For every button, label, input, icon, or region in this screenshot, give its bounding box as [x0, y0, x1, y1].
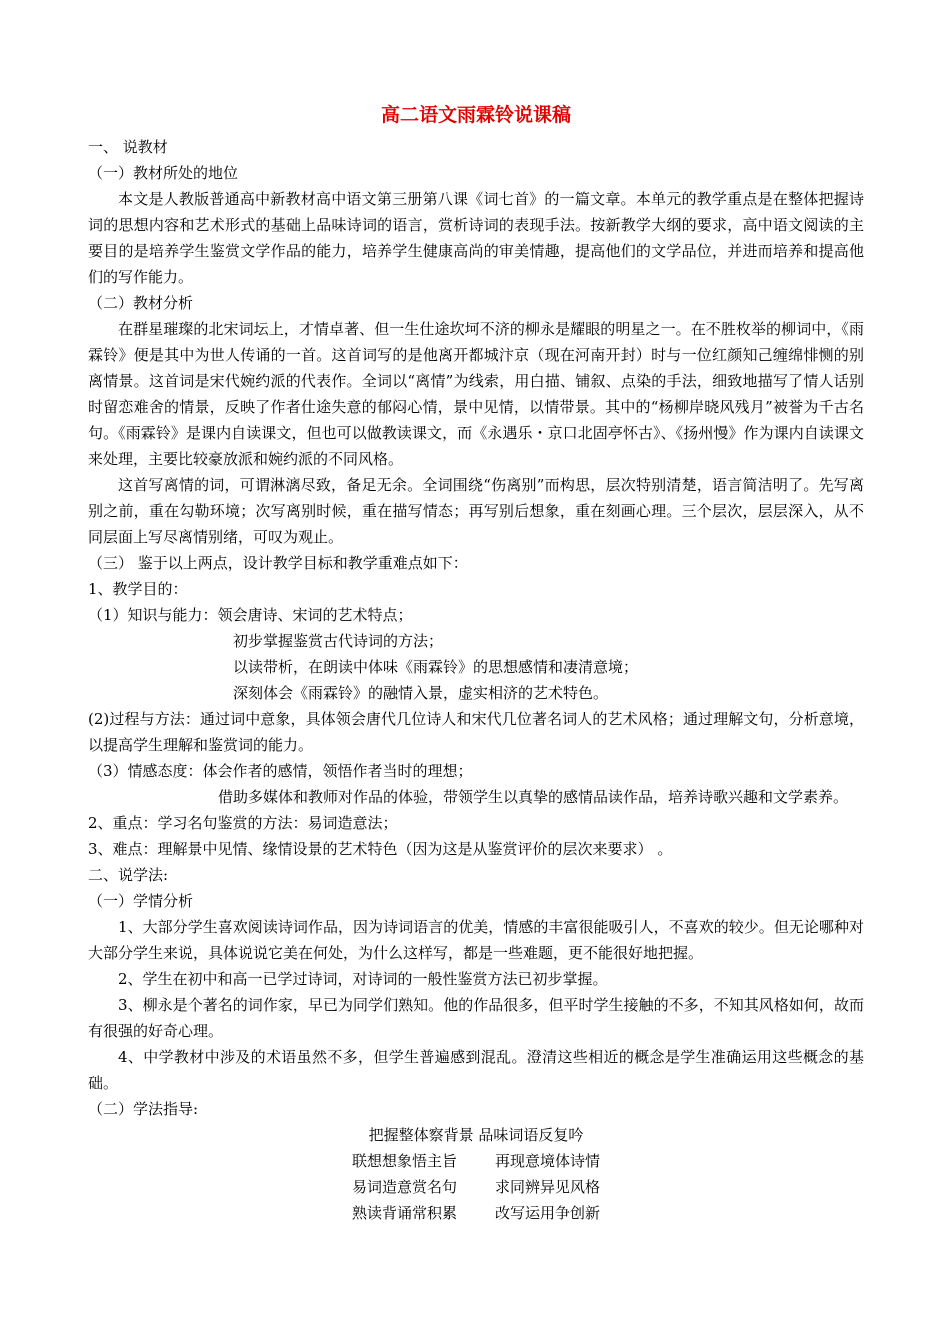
paragraph: 在群星璀璨的北宋词坛上，才情卓著、但一生仕途坎坷不济的柳永是耀眼的明星之一。在不胜枚举的柳词中，《雨霖铃》便是其中为世人传诵的一首。这首词写的是他离开都城汴京（现在河南开封）时与一位红颜知己缠绵悱恻的别离情景。这首词是宋代婉约派的代表作。全词以“离情”为线索，用白描、铺叙、点染的手法，细致地描写了情人话别时留恋难舍的情景，反映了作者仕途失意的郁闷心情，景中见情，以情带景。其中的“杨柳岸晓风残月”被誉为千古名句。《雨霖铃》是课内自读课文，但也可以做教读课文，而《永遇乐・京口北固亭怀古》、《扬州慢》作为课内自读课文来处理，主要比较豪放派和婉约派的不同风格。 [88, 320, 864, 468]
verse-right: 改写运用争创新 [495, 1204, 601, 1222]
subsection-heading: （三） 鉴于以上两点，设计教学目标和教学重难点如下： [88, 554, 468, 572]
document-body [88, 98, 864, 1226]
paragraph: 本文是人教版普通高中新教材高中语文第三册第八课《词七首》的一篇文章。本单元的教学重点是在整体把握诗词的思想内容和艺术形式的基础上品味诗词的语言，赏析诗词的表现手法。按新教学大纲的要求，高中语文阅读的主要目的是培养学生鉴赏文学作品的能力，培养学生健康高尚的审美情趣，提高他们的文学品位，并进而培养和提高他们的写作能力。 [88, 190, 864, 286]
goal-line: 深刻体会《雨霖铃》的融情入景，虚实相济的艺术特色。 [233, 684, 609, 702]
verse-left: 联想想象悟主旨 [351, 1152, 457, 1170]
subsection-heading: （一）学情分析 [88, 892, 194, 910]
section-heading-2: 二、说学法: [88, 866, 169, 884]
key-point: 2、重点：学习名句鉴赏的方法：易词造意法； [88, 814, 398, 832]
verse-line [88, 1174, 864, 1200]
document-title: 高二语文雨霖铃说课稿 [380, 104, 571, 126]
verse-right: 再现意境体诗情 [495, 1152, 601, 1170]
verse-left: 熟读背诵常积累 [351, 1204, 457, 1222]
goal-line: 以读带析，在朗读中体味《雨霖铃》的思想感情和凄清意境； [233, 658, 639, 676]
paragraph: 1、大部分学生喜欢阅读诗词作品，因为诗词语言的优美，情感的丰富很能吸引人，不喜欢的较少。但无论哪种对大部分学生来说，具体说说它美在何处，为什么这样写，都是一些难题，更不能很好地把握。 [88, 918, 864, 962]
paragraph: 3、柳永是个著名的词作家，早已为同学们熟知。他的作品很多，但平时学生接触的不多，不知其风格如何，故而有很强的好奇心理。 [88, 996, 864, 1040]
goal-line: 借助多媒体和教师对作品的体验，带领学生以真挚的感情品读作品，培养诗歌兴趣和文学素养。 [218, 788, 849, 806]
paragraph: 4、中学教材中涉及的术语虽然不多，但学生普遍感到混乱。澄清这些相近的概念是学生准确运用这些概念的基础。 [88, 1048, 864, 1092]
goal-line: (2)过程与方法：通过词中意象，具体领会唐代几位诗人和宋代几位著名词人的艺术风格；通过理解文句，分析意境，以提高学生理解和鉴赏词的能力。 [88, 710, 864, 754]
verse-line [88, 1148, 864, 1174]
section-heading-1: 一、 说教材 [88, 138, 168, 156]
verse-line [88, 1200, 864, 1226]
goal-line: 初步掌握鉴赏古代诗词的方法； [233, 632, 444, 650]
subsection-heading: （二）学法指导: [88, 1100, 199, 1118]
verse-left: 易词造意赏名句 [351, 1178, 457, 1196]
goal-heading: 1、教学目的： [88, 580, 188, 598]
paragraph: 这首写离情的词，可谓淋漓尽致，备足无余。全词围绕“伤离别”而构思，层次特别清楚，语言简洁明了。先写离别之前，重在勾勒环境；次写离别时候，重在描写情态；再写别后想象，重在刻画心理。三个层次，层层深入，从不同层面上写尽离情别绪，可叹为观止。 [88, 476, 864, 546]
subsection-heading: （二）教材分析 [88, 294, 194, 312]
paragraph: 2、学生在初中和高一已学过诗词，对诗词的一般性鉴赏方法已初步掌握。 [118, 970, 608, 988]
goal-line: （1）知识与能力：领会唐诗、宋词的艺术特点； [88, 606, 413, 624]
difficult-point: 3、难点：理解景中见情、缘情设景的艺术特色（因为这是从鉴赏评价的层次来要求） 。 [88, 840, 673, 858]
subsection-heading: （一）教材所处的地位 [88, 164, 239, 182]
verse-line: 把握整体察背景 品味词语反复吟 [368, 1126, 584, 1144]
verse-right: 求同辨异见风格 [495, 1178, 601, 1196]
goal-line: （3）情感态度：体会作者的感情，领悟作者当时的理想； [88, 762, 473, 780]
